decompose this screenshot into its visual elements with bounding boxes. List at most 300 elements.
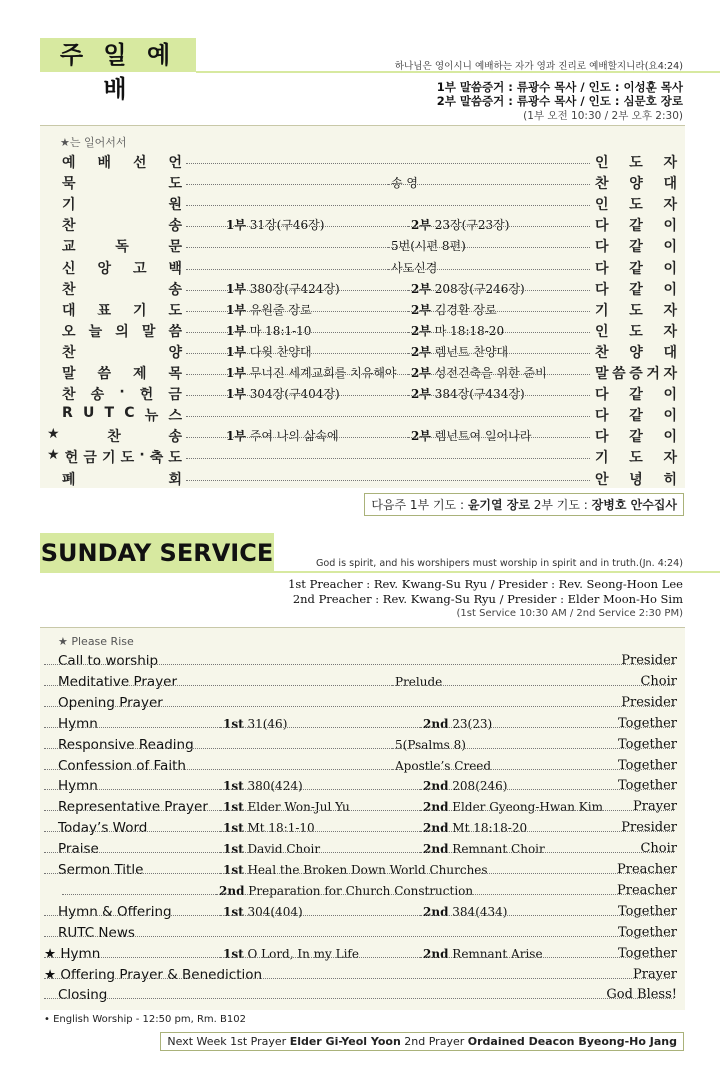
korean-order-row bbox=[40, 469, 685, 489]
english-item-responsible: Prayer bbox=[633, 799, 677, 815]
korean-item-label-char: 백 bbox=[168, 260, 182, 277]
korean-item-responsible bbox=[595, 258, 677, 278]
english-item-responsible: Preacher bbox=[617, 882, 677, 898]
leader-dots bbox=[186, 311, 224, 312]
korean-item-label bbox=[62, 342, 182, 362]
part-first-detail bbox=[220, 821, 318, 835]
part-label: 1부 bbox=[226, 344, 246, 359]
part-label: 2부 bbox=[411, 387, 431, 402]
english-order-row bbox=[40, 653, 685, 673]
korean-item-label-char: 기 bbox=[62, 197, 76, 214]
korean-item-label bbox=[62, 194, 182, 214]
leader-dots bbox=[220, 915, 420, 916]
leader-dots bbox=[186, 247, 388, 248]
english-item-label bbox=[58, 820, 147, 836]
korean-item-label-char: 앙 bbox=[97, 260, 112, 277]
leader-dots bbox=[388, 247, 590, 248]
leader-dots bbox=[44, 748, 392, 749]
leader-dots bbox=[408, 374, 590, 375]
part-second-detail bbox=[216, 884, 476, 898]
part-label: 1st bbox=[223, 800, 244, 815]
part-text: 208(246) bbox=[448, 779, 508, 794]
leader-dots bbox=[186, 290, 224, 291]
korean-order-row bbox=[40, 384, 685, 404]
part-second-detail bbox=[420, 842, 548, 856]
part-text: Elder Won-Jul Yu bbox=[243, 800, 350, 815]
korean-item-label-char: · bbox=[119, 384, 125, 401]
part-first-detail bbox=[223, 427, 342, 444]
leader-dots bbox=[44, 769, 392, 770]
part-first-detail bbox=[223, 364, 400, 381]
leader-dots bbox=[186, 205, 590, 206]
part-label: 2nd bbox=[219, 883, 245, 898]
part-label: 2부 bbox=[411, 218, 431, 233]
korean-item-label-char: 씀 bbox=[168, 323, 182, 340]
english-item-responsible: Together bbox=[617, 924, 677, 940]
korean-rise-note: ★는 일어서서 bbox=[60, 136, 127, 149]
english-item-label bbox=[58, 716, 98, 732]
part-label: 1부 bbox=[226, 366, 246, 380]
part-text: 384(434) bbox=[448, 904, 508, 919]
part-text: 31장(구46장) bbox=[245, 218, 325, 233]
english-preacher-2: 2nd Preacher : Rev. Kwang-Su Ryu / Presider : Elder Moon-Ho Sim bbox=[292, 592, 683, 606]
leader-dots bbox=[408, 226, 590, 227]
part-label: 2nd bbox=[423, 716, 449, 731]
part-text: Remnant Choir bbox=[448, 842, 545, 857]
korean-item-responsible-char: 자 bbox=[663, 302, 677, 319]
leader-dots bbox=[223, 437, 408, 438]
korean-item-label-char: 신 bbox=[62, 260, 76, 277]
part-text: 다윗 찬양대 bbox=[245, 344, 312, 359]
korean-next-week-prayer bbox=[364, 493, 684, 516]
part-label: 2부 bbox=[411, 344, 431, 359]
korean-next-mid: 2부 기도 : bbox=[529, 498, 592, 512]
part-label: 2부 bbox=[411, 366, 431, 380]
korean-order-row bbox=[40, 447, 685, 467]
part-text: David Choir bbox=[243, 842, 321, 857]
english-order-row bbox=[40, 862, 685, 882]
english-item-label bbox=[58, 925, 135, 941]
english-order-row bbox=[40, 778, 685, 798]
korean-item-label-char: 스 bbox=[168, 408, 182, 425]
leader-dots bbox=[44, 706, 674, 707]
korean-item-responsible-char: 같 bbox=[629, 260, 643, 277]
star-icon: ★ bbox=[47, 447, 60, 464]
english-order-row bbox=[40, 967, 685, 987]
korean-item-responsible-char: 같 bbox=[629, 387, 643, 404]
part-text: Mt 18:1-10 bbox=[243, 821, 315, 836]
korean-item-label-char: 찬 bbox=[107, 429, 121, 446]
korean-item-label bbox=[62, 405, 182, 425]
korean-order-row bbox=[40, 405, 685, 425]
korean-item-responsible-char: 도 bbox=[629, 302, 643, 319]
korean-item-responsible-char: 자 bbox=[663, 323, 677, 340]
part-text: Mt 18:18-20 bbox=[448, 821, 528, 836]
english-item-label-text: Closing bbox=[58, 987, 108, 1004]
korean-item-responsible bbox=[595, 215, 677, 235]
leader-dots bbox=[408, 290, 590, 291]
korean-item-label bbox=[62, 384, 182, 404]
part-label: 2nd bbox=[423, 904, 449, 919]
leader-dots bbox=[220, 831, 420, 832]
part-text: 김경환 장로 bbox=[430, 302, 497, 317]
english-section-title: SUNDAY SERVICE bbox=[40, 533, 274, 573]
korean-order-of-worship bbox=[40, 125, 685, 488]
korean-item-responsible-char: 다 bbox=[595, 281, 609, 298]
english-item-label-text: Meditative Prayer bbox=[58, 673, 178, 690]
english-item-detail: Prelude bbox=[392, 675, 445, 689]
english-order-row bbox=[40, 758, 685, 778]
part-second-detail bbox=[408, 427, 534, 444]
part-text: 유원줄 장로 bbox=[245, 302, 312, 317]
leader-dots bbox=[186, 374, 224, 375]
english-item-responsible: Preacher bbox=[617, 862, 677, 877]
korean-next-prayer-2: 장병호 안수집사 bbox=[591, 498, 677, 512]
leader-dots bbox=[420, 789, 674, 790]
part-text: 31(46) bbox=[243, 716, 288, 731]
part-label: 1부 bbox=[226, 281, 246, 296]
english-item-responsible: Together bbox=[617, 757, 677, 773]
leader-dots bbox=[408, 353, 590, 354]
korean-item-responsible-char: 말 bbox=[595, 366, 609, 382]
english-item-label bbox=[44, 967, 262, 983]
english-item-responsible: God Bless! bbox=[606, 987, 677, 1003]
part-label: 1st bbox=[223, 946, 244, 961]
korean-item-responsible-char: 같 bbox=[629, 281, 643, 298]
part-label: 2부 bbox=[411, 281, 431, 296]
korean-item-responsible bbox=[595, 173, 677, 193]
part-text: 마 18:1-10 bbox=[245, 323, 312, 338]
leader-dots bbox=[186, 458, 590, 459]
korean-item-responsible-char: 같 bbox=[629, 408, 643, 425]
leader-dots bbox=[408, 311, 590, 312]
korean-item-label bbox=[62, 279, 182, 299]
korean-order-row bbox=[40, 342, 685, 362]
english-item-label bbox=[58, 987, 107, 1003]
korean-order-row bbox=[40, 363, 685, 383]
part-first-detail bbox=[220, 947, 362, 961]
star-icon: ★ bbox=[47, 426, 60, 443]
english-item-label bbox=[58, 841, 99, 857]
leader-dots bbox=[420, 957, 674, 958]
korean-item-responsible-char: 히 bbox=[663, 471, 677, 488]
english-item-detail: Apostle’s Creed bbox=[392, 759, 494, 773]
leader-dots bbox=[408, 395, 590, 396]
part-first-detail bbox=[220, 863, 491, 877]
korean-item-responsible-char: 자 bbox=[663, 155, 677, 171]
korean-item-responsible-char: 자 bbox=[663, 197, 677, 214]
leader-dots bbox=[186, 163, 590, 164]
korean-item-responsible bbox=[595, 447, 677, 467]
part-label: 1st bbox=[223, 716, 244, 731]
korean-item-label-char: 찬 bbox=[62, 344, 76, 361]
korean-item-responsible-char: 이 bbox=[663, 387, 677, 404]
part-text: 성전건축을 위한 준비 bbox=[430, 366, 547, 380]
english-item-label-text: Hymn bbox=[60, 945, 101, 962]
part-second-detail bbox=[408, 364, 550, 381]
part-second-detail bbox=[420, 800, 606, 814]
korean-next-prefix: 다음주 1부 기도 : bbox=[371, 498, 468, 512]
leader-dots bbox=[223, 332, 408, 333]
leader-dots bbox=[420, 915, 674, 916]
part-second-detail bbox=[420, 779, 510, 793]
leader-dots bbox=[44, 685, 392, 686]
leader-dots bbox=[186, 332, 224, 333]
part-text: 380장(구424장) bbox=[245, 281, 340, 296]
english-scripture-verse: God is spirit, and his worshipers must worship in spirit and in truth.(Jn. 4:24) bbox=[315, 558, 683, 569]
korean-item-label-char: 회 bbox=[168, 471, 182, 488]
korean-item-responsible-char: 찬 bbox=[595, 176, 609, 193]
korean-order-row bbox=[40, 321, 685, 341]
english-order-row bbox=[40, 695, 685, 715]
part-text: 무너진 세계교회를 치유해야 bbox=[245, 366, 397, 380]
korean-item-responsible-char: 이 bbox=[663, 429, 677, 446]
korean-item-label bbox=[62, 363, 182, 383]
korean-item-label-char: 배 bbox=[97, 155, 112, 171]
english-order-row bbox=[40, 674, 685, 694]
english-item-label-text: Opening Prayer bbox=[58, 694, 163, 711]
english-order-row bbox=[40, 820, 685, 840]
korean-order-row bbox=[40, 258, 685, 278]
leader-dots bbox=[186, 269, 388, 270]
korean-item-label-char: 언 bbox=[168, 155, 182, 171]
part-label: 1부 bbox=[226, 387, 246, 402]
part-text: Remnant Arise bbox=[448, 946, 543, 961]
part-first-detail bbox=[220, 905, 306, 919]
english-item-responsible: Together bbox=[617, 778, 677, 794]
english-item-responsible: Together bbox=[617, 736, 677, 752]
english-item-label bbox=[58, 695, 163, 711]
korean-item-responsible bbox=[595, 279, 677, 299]
korean-item-label-char: · bbox=[139, 447, 145, 464]
korean-item-label bbox=[47, 426, 182, 446]
english-item-responsible: Together bbox=[617, 903, 677, 919]
part-text: 주여 나의 삶속에 bbox=[245, 429, 339, 444]
korean-item-responsible-char: 씀 bbox=[612, 366, 626, 382]
korean-item-label-char: 헌 bbox=[64, 450, 79, 467]
korean-item-label-char: 선 bbox=[132, 155, 147, 171]
korean-item-label bbox=[62, 173, 182, 193]
leader-dots bbox=[223, 395, 408, 396]
leader-dots bbox=[223, 353, 408, 354]
leader-dots bbox=[420, 727, 674, 728]
english-item-responsible: Presider bbox=[621, 694, 677, 710]
korean-item-label-char: 송 bbox=[168, 218, 182, 235]
part-text: Elder Gyeong-Hwan Kim bbox=[448, 800, 603, 815]
korean-item-label-char: 묵 bbox=[62, 176, 76, 193]
part-first-detail bbox=[223, 301, 315, 318]
korean-item-label-char: 축 bbox=[149, 450, 164, 467]
korean-order-row bbox=[40, 194, 685, 214]
korean-item-label-char: 문 bbox=[168, 239, 182, 256]
korean-item-label-char: 대 bbox=[62, 302, 76, 319]
leader-dots bbox=[223, 290, 408, 291]
korean-item-responsible-char: 도 bbox=[629, 450, 643, 467]
leader-dots bbox=[220, 957, 420, 958]
korean-item-responsible-char: 양 bbox=[629, 176, 643, 193]
leader-dots bbox=[223, 226, 408, 227]
korean-item-responsible-char: 다 bbox=[595, 387, 609, 404]
leader-dots bbox=[186, 353, 224, 354]
korean-item-responsible-char: 다 bbox=[595, 429, 609, 446]
part-second-detail bbox=[408, 385, 528, 402]
leader-dots bbox=[388, 184, 590, 185]
korean-item-label-char: 송 bbox=[90, 387, 105, 404]
part-label: 1st bbox=[223, 779, 244, 794]
korean-item-label bbox=[62, 236, 182, 256]
part-first-detail bbox=[223, 216, 327, 233]
korean-preacher-1: 1부 말씀증거 : 류광수 목사 / 인도 : 이성훈 목사 bbox=[436, 80, 683, 94]
leader-dots bbox=[44, 852, 222, 853]
korean-order-row bbox=[40, 215, 685, 235]
part-label: 1부 bbox=[226, 323, 246, 338]
part-text: Heal the Broken Down World Churches bbox=[243, 863, 488, 877]
korean-item-responsible-char: 이 bbox=[663, 408, 677, 425]
part-label: 1부 bbox=[226, 302, 246, 317]
leader-dots bbox=[44, 957, 222, 958]
part-text: 304장(구404장) bbox=[245, 387, 340, 402]
korean-item-label-char: 찬 bbox=[62, 218, 76, 235]
english-item-label-text: RUTC News bbox=[58, 924, 135, 941]
part-text: O Lord, In my Life bbox=[243, 946, 359, 961]
korean-item-responsible-char: 기 bbox=[595, 302, 609, 319]
leader-dots bbox=[44, 664, 674, 665]
part-first-detail bbox=[223, 322, 314, 339]
part-label: 2nd bbox=[423, 800, 449, 815]
english-item-label bbox=[58, 758, 186, 774]
korean-item-responsible-char: 다 bbox=[595, 218, 609, 235]
korean-item-label bbox=[62, 469, 182, 489]
korean-item-label-char: 말 bbox=[62, 366, 76, 382]
part-text: 렘넌트여 일어나라 bbox=[430, 429, 532, 444]
korean-item-responsible bbox=[595, 194, 677, 214]
english-item-label-text: Today’s Word bbox=[58, 820, 148, 837]
english-item-responsible: Together bbox=[617, 945, 677, 961]
part-first-detail bbox=[220, 779, 306, 793]
korean-item-label bbox=[62, 215, 182, 235]
leader-dots bbox=[216, 894, 674, 895]
korean-item-responsible bbox=[595, 426, 677, 446]
korean-item-label-char: U bbox=[82, 405, 95, 422]
korean-scripture-verse: 하나님은 영이시니 예배하는 자가 영과 진리로 예배할지니라(요4:24) bbox=[394, 61, 683, 72]
part-label: 1부 bbox=[226, 429, 246, 444]
part-second-detail bbox=[408, 343, 511, 360]
english-order-row bbox=[40, 925, 685, 945]
leader-dots bbox=[408, 332, 590, 333]
english-item-detail: 5(Psalms 8) bbox=[392, 738, 469, 752]
english-order-of-worship bbox=[40, 627, 685, 1010]
part-label: 1st bbox=[223, 842, 244, 857]
english-item-label bbox=[58, 799, 208, 815]
star-icon: ★ bbox=[44, 945, 61, 962]
korean-item-responsible-char: 자 bbox=[663, 450, 677, 467]
leader-dots bbox=[223, 374, 408, 375]
part-text: Preparation for Church Construction bbox=[244, 883, 474, 898]
part-second-detail bbox=[408, 280, 528, 297]
english-order-row bbox=[40, 987, 685, 1007]
part-text: 208장(구246장) bbox=[430, 281, 525, 296]
english-order-row bbox=[40, 799, 685, 819]
part-label: 2부 bbox=[411, 429, 431, 444]
leader-dots bbox=[420, 810, 674, 811]
korean-item-label bbox=[62, 300, 182, 320]
english-order-row bbox=[40, 946, 685, 966]
korean-item-responsible-char: 이 bbox=[663, 218, 677, 235]
english-worship-footnote: • English Worship - 12:50 pm, Rm. B102 bbox=[44, 1014, 246, 1025]
korean-item-responsible-char: 도 bbox=[629, 197, 643, 214]
part-first-detail bbox=[220, 842, 323, 856]
korean-item-label-char: C bbox=[124, 405, 135, 422]
korean-item-responsible-char: 다 bbox=[595, 260, 609, 277]
english-item-label-text: Hymn bbox=[58, 778, 98, 795]
leader-dots bbox=[44, 998, 674, 999]
english-item-label-text: Sermon Title bbox=[58, 862, 144, 878]
english-item-label-text: Confession of Faith bbox=[58, 757, 186, 774]
korean-item-label-char: 제 bbox=[132, 366, 147, 382]
korean-order-row bbox=[40, 236, 685, 256]
korean-item-detail: 사도신경 bbox=[388, 259, 440, 276]
english-preacher-1: 1st Preacher : Rev. Kwang-Su Ryu / Presider : Rev. Seong-Hoon Lee bbox=[288, 577, 683, 591]
part-label: 2부 bbox=[411, 302, 431, 317]
korean-item-responsible-char: 같 bbox=[629, 218, 643, 235]
korean-item-responsible-char: 자 bbox=[663, 366, 677, 382]
korean-item-responsible bbox=[595, 363, 677, 383]
korean-item-label-char: T bbox=[104, 405, 115, 422]
leader-dots bbox=[186, 480, 590, 481]
part-text: 렘넌트 찬양대 bbox=[430, 344, 509, 359]
korean-item-responsible-char: 증 bbox=[629, 366, 643, 382]
english-item-label bbox=[58, 737, 194, 753]
english-service-times: (1st Service 10:30 AM / 2nd Service 2:30 PM) bbox=[456, 608, 683, 619]
english-next-prefix: Next Week 1st Prayer bbox=[167, 1035, 290, 1048]
leader-dots bbox=[223, 311, 408, 312]
korean-item-responsible-char: 대 bbox=[663, 176, 677, 193]
korean-item-responsible-char: 이 bbox=[663, 239, 677, 256]
korean-item-label-char: 금 bbox=[168, 387, 182, 404]
part-text: 304(404) bbox=[243, 904, 303, 919]
korean-item-responsible-char: 이 bbox=[663, 260, 677, 277]
leader-dots bbox=[220, 727, 420, 728]
korean-item-responsible-char: 도 bbox=[629, 155, 643, 171]
part-second-detail bbox=[420, 717, 495, 731]
part-second-detail bbox=[420, 905, 510, 919]
leader-dots bbox=[420, 831, 674, 832]
english-item-label-text: Hymn & Offering bbox=[58, 903, 172, 920]
part-label: 1st bbox=[223, 904, 244, 919]
english-order-row bbox=[40, 716, 685, 736]
english-item-label bbox=[58, 674, 177, 690]
leader-dots bbox=[220, 873, 674, 874]
part-second-detail bbox=[420, 947, 546, 961]
part-label: 1부 bbox=[226, 218, 246, 233]
part-first-detail bbox=[223, 385, 343, 402]
part-text: 23(23) bbox=[448, 716, 493, 731]
korean-order-row bbox=[40, 173, 685, 193]
part-label: 2부 bbox=[411, 323, 431, 338]
korean-item-responsible-char: 인 bbox=[595, 155, 609, 171]
korean-item-label-char: 도 bbox=[168, 302, 182, 319]
korean-item-label-char: R bbox=[62, 405, 73, 422]
part-label: 2nd bbox=[423, 779, 449, 794]
korean-item-responsible-char: 찬 bbox=[595, 344, 609, 361]
korean-item-responsible-char: 도 bbox=[629, 323, 643, 340]
leader-dots bbox=[220, 810, 420, 811]
part-first-detail bbox=[220, 800, 353, 814]
leader-dots bbox=[408, 437, 590, 438]
english-item-label bbox=[44, 946, 100, 962]
leader-dots bbox=[44, 789, 222, 790]
korean-item-label-char: 도 bbox=[120, 450, 135, 467]
